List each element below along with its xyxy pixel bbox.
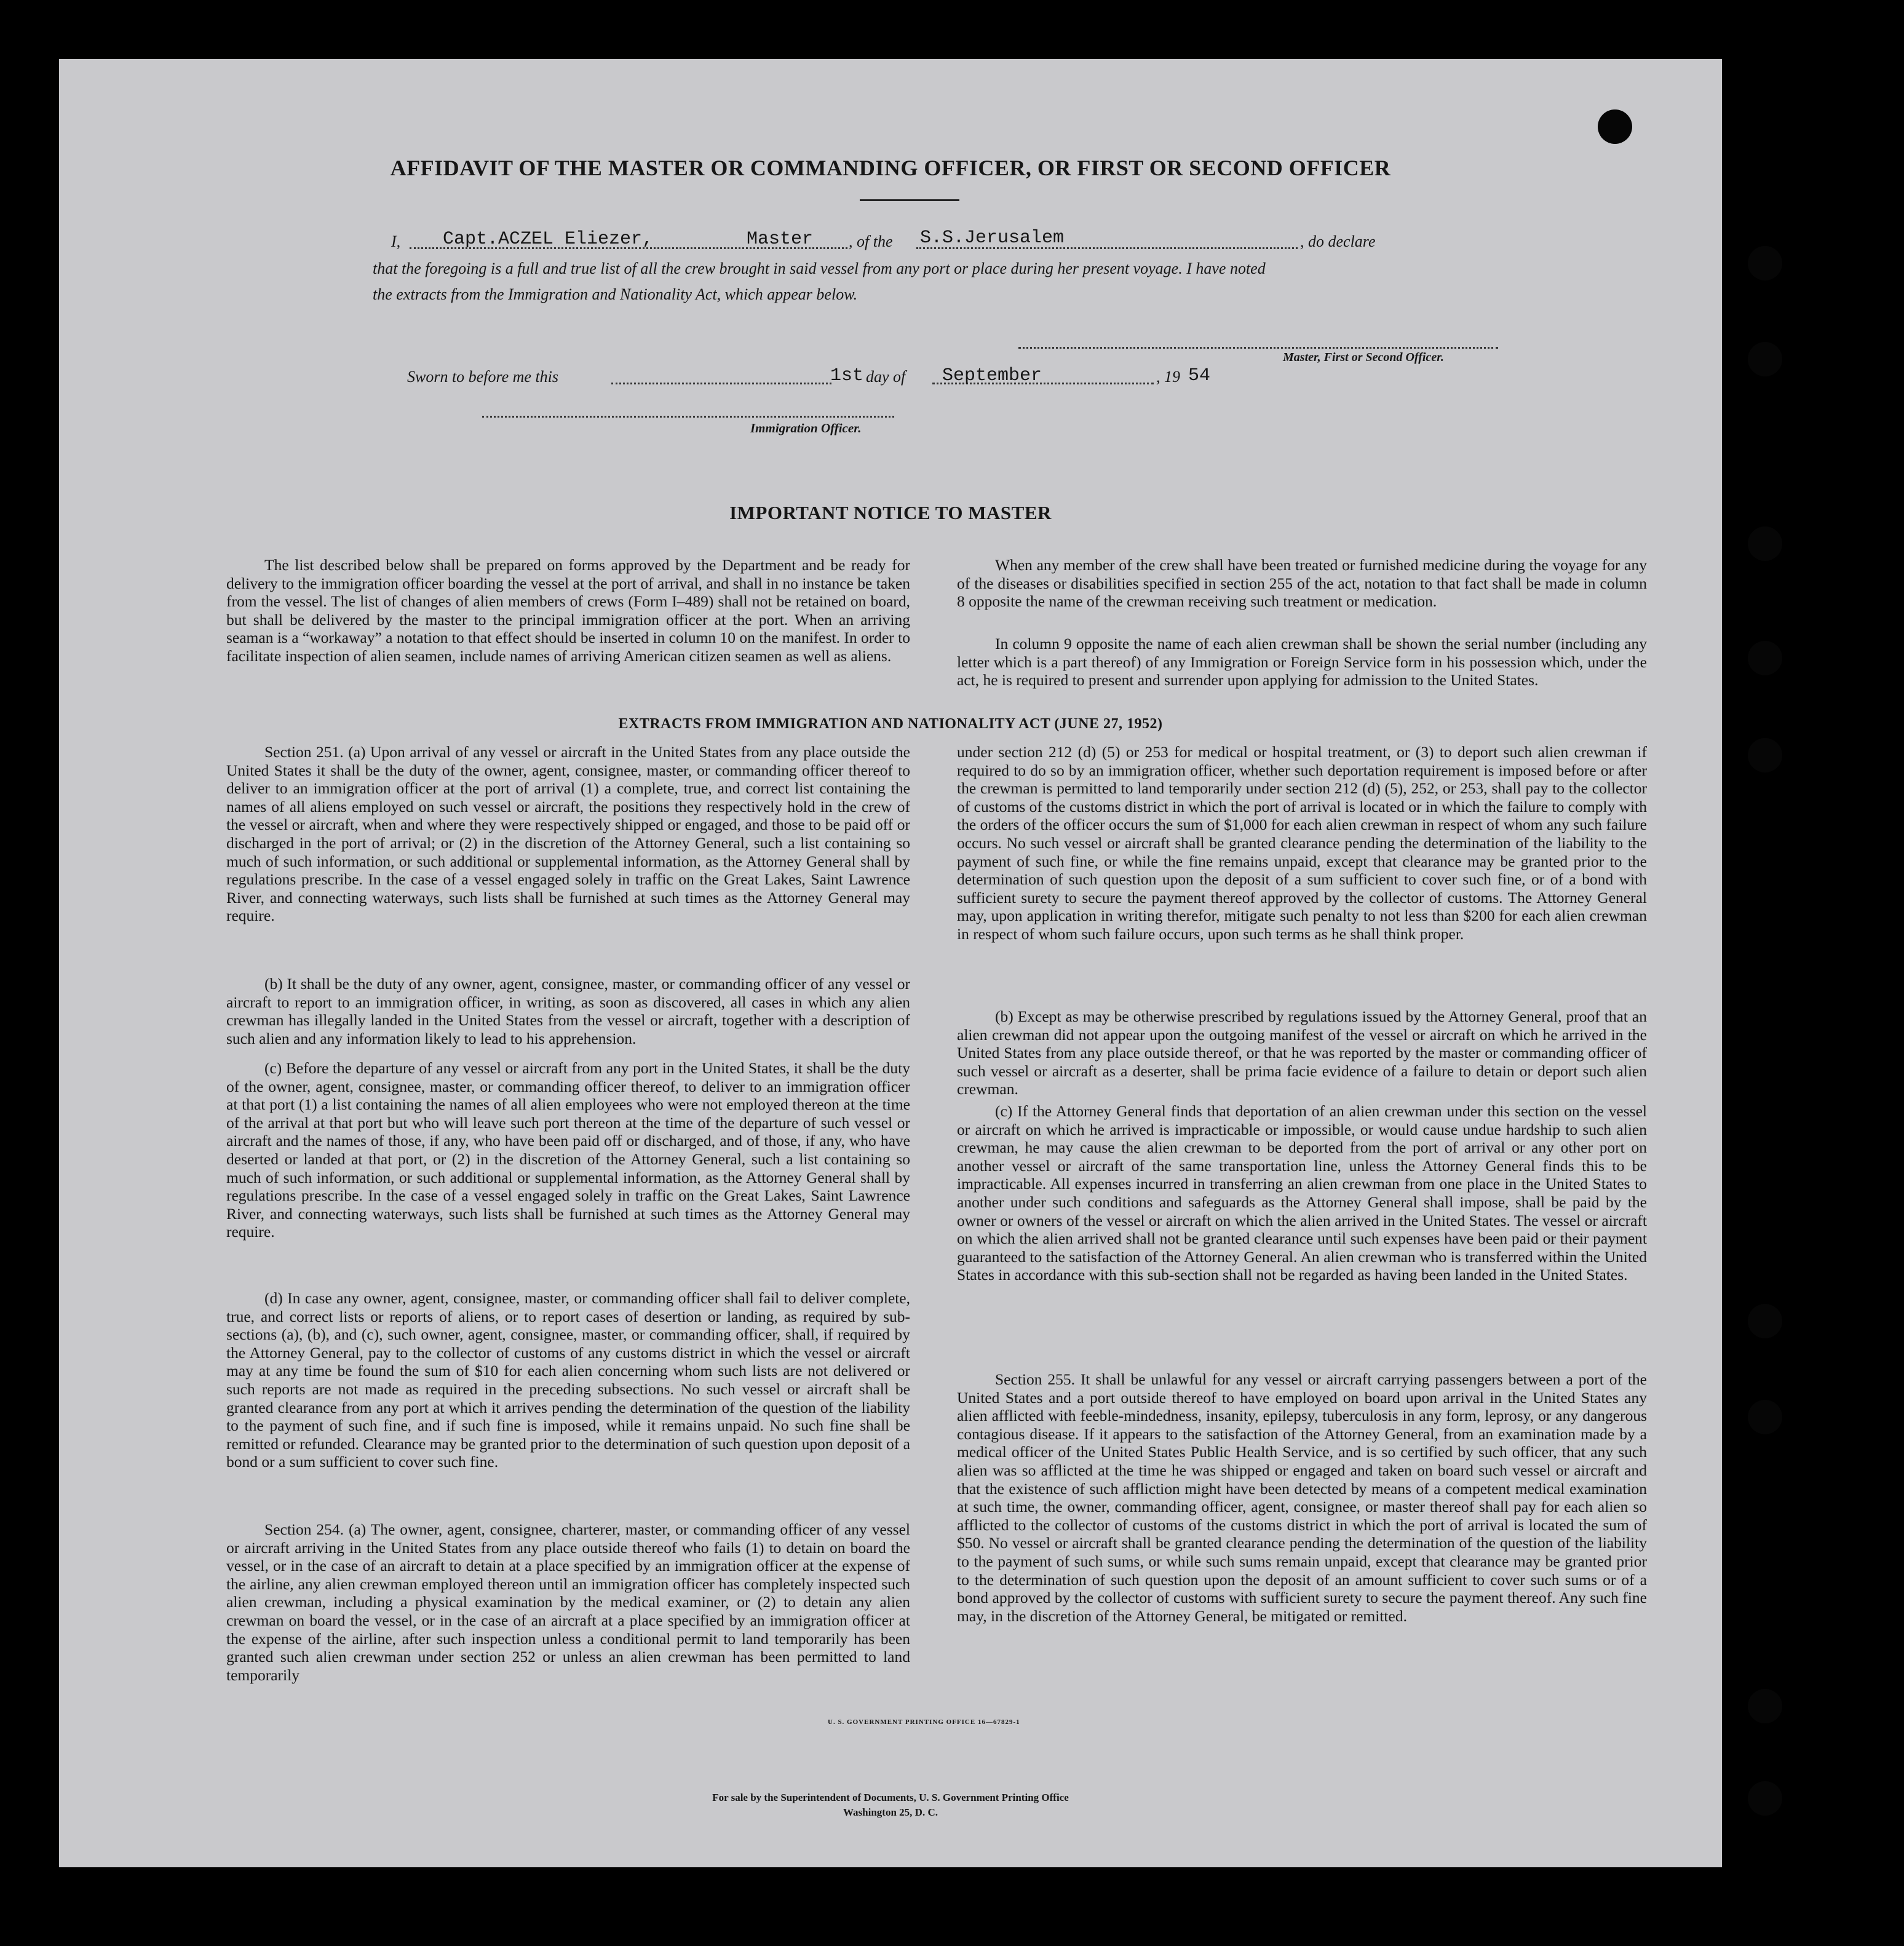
punch-hole-icon: [1598, 109, 1632, 144]
master-name-field: Capt.ACZEL Eliezer,: [443, 229, 654, 250]
do-declare-label: , do declare: [1300, 232, 1376, 250]
notice-right-paragraph-1: When any member of the crew shall have been treated or furnished medicine during the voyage for any of the diseases or disabilities specified in section 255 of the act, notation to that fact shall be made in column 8 opposite the name of the crewman receiving such treatment or medication.: [957, 556, 1647, 611]
punch-hole-icon: [1748, 1689, 1782, 1723]
sworn-year-field: 54: [1188, 365, 1211, 386]
notice-heading: IMPORTANT NOTICE TO MASTER: [729, 502, 1052, 523]
extracts-heading: EXTRACTS FROM IMMIGRATION AND NATIONALITY ACT (JUNE 27, 1952): [618, 716, 1163, 732]
day-of-label: day of: [866, 368, 906, 386]
sworn-label: Sworn to before me this: [407, 368, 559, 386]
section-254-c: (c) If the Attorney General finds that deportation of an alien crewman under this section on the vessel or aircraft on which he arrived is impracticable or impossible, or would cause undue hardship to such alien crewman, he may cause the alien crewman to be deported from the port of arrival or any other port on another vessel or aircraft of the same transportation line, unless the Attorney General finds this to be impracticable. All expenses incurred in transferring an alien crewman from one place in the United States to another under such conditions and safeguards as the Attorney General shall impose, shall be paid by the owner or owners of the vessel or aircraft on which the alien arrived in the United States. The vessel or aircraft on which the alien arrived shall not be granted clearance until such expenses have been paid or their payment guaranteed to the satisfaction of the Attorney General. An alien crewman who is transferred within the United States in accordance with this sub-section shall not be regarded as having been landed in the United States.: [957, 1102, 1647, 1284]
footer-address-line: Washington 25, D. C.: [843, 1806, 938, 1818]
vessel-name-field: S.S.Jerusalem: [920, 228, 1065, 248]
punch-hole-icon: [1748, 1304, 1782, 1338]
section-254-a-continued: under section 212 (d) (5) or 253 for medical or hospital treatment, or (3) to deport such alien crewman if required to do so by an immigration officer, whether such deportation requirement is imposed before or after the crewman is permitted to land temporarily under section 212 (d) (5), 252, or 253, shall pay to the collector of customs of the customs district in which the port of arrival is located or in which the failure to comply with the orders of the officer occurs the sum of $1,000 for each alien crewman in respect of whom any such failure occurs. No such vessel or aircraft shall be granted clearance pending the determination of the liability to the payment of such fine, or while the fine remains unpaid, except that clearance may be granted prior to the determination of such question upon the deposit of a sum sufficient to cover such fine, or of a bond with sufficient surety to secure the payment thereof approved by the collector of customs. The Attorney General may, upon application in writing therefor, mitigate such penalty to not less than $200 for each alien crewman in respect of whom such failure occurs, upon such terms as he shall think proper.: [957, 743, 1647, 943]
sworn-month-field: September: [942, 365, 1042, 386]
i-label: I,: [391, 232, 401, 250]
punch-hole-icon: [1748, 641, 1782, 675]
title-divider: [860, 199, 959, 201]
notice-right-paragraph-2: In column 9 opposite the name of each alien crewman shall be shown the serial number (including any letter which is a part thereof) of any Immigration or Foreign Service form in his possession which, under the act, he is required to present and surrender upon applying for admission to the United States.: [957, 635, 1647, 689]
sworn-day-field: 1st: [830, 365, 864, 386]
punch-hole-icon: [1748, 246, 1782, 280]
punch-hole-icon: [1748, 1781, 1782, 1816]
section-254-b: (b) Except as may be otherwise prescribed by regulations issued by the Attorney General, proof that an alien crewman did not appear upon the outgoing manifest of the vessel or aircraft on which he arrived in the United States from any place outside thereof, or that he was reported by the master or commanding officer of such vessel or aircraft as a deserter, shall be prima facie evidence of a failure to detain or deport such alien crewman.: [957, 1007, 1647, 1098]
master-signature-line: [1018, 347, 1498, 349]
officer-signature-caption: Immigration Officer.: [750, 421, 862, 435]
section-255: Section 255. It shall be unlawful for any vessel or aircraft carrying passengers between a port of the United States and a port outside thereof to have employed on board upon arrival in the United States any alien afflicted with feeble-mindedness, insanity, epilepsy, tuberculosis in any form, leprosy, or any dangerous contagious disease. If it appears to the satisfaction of the Attorney General, from an examination made by a medical officer of the United States Public Health Service, and is so certified by such officer, that any such alien was so afflicted at the time he was shipped or engaged and taken on board such vessel or aircraft and that the existence of such affliction might have been detected by means of a competent medical examination at such time, the owner, commanding officer, agent, consignee, or master thereof shall pay for each alien so afflicted to the collector of customs of the customs district in which the port of arrival is located the sum of $50. No vessel or aircraft shall be granted clearance pending the determination of the question of the liability to the payment of such sums, or while such sums remain unpaid, except that clearance may be granted prior to the determination of such question upon the deposit of an amount sufficient to cover such sums or of a bond approved by the collector of customs with sufficient surety to secure the payment thereof. Any such fine may, in the discretion of the Attorney General, be mitigated or remitted.: [957, 1370, 1647, 1625]
rank-field: Master: [747, 229, 814, 250]
form-page: [59, 59, 1722, 1867]
punch-hole-icon: [1748, 738, 1782, 772]
punch-hole-icon: [1748, 342, 1782, 376]
year-prefix-label: , 19: [1156, 368, 1180, 386]
punch-hole-icon: [1748, 526, 1782, 561]
footer-sale-line: For sale by the Superintendent of Documents, U. S. Government Printing Office: [712, 1792, 1069, 1803]
affidavit-line-2: that the foregoing is a full and true list of all the crew brought in said vessel from any port or place during her present voyage. I have noted: [373, 260, 1266, 277]
officer-signature-line: [482, 416, 894, 418]
master-signature-caption: Master, First or Second Officer.: [1283, 351, 1444, 364]
punch-hole-icon: [1748, 1400, 1782, 1434]
of-the-label: , of the: [849, 232, 893, 250]
section-251-d: (d) In case any owner, agent, consignee, master, or commanding officer shall fail to deliver complete, true, and correct lists or reports of aliens, or to report cases of desertion or landing, as required by sub-sections (a), (b), and (c), such owner, agent, consignee, master, or commanding officer, shall, if required by the Attorney General, pay to the collector of customs of any customs district in which the vessel or aircraft may at any time be found the sum of $10 for each alien concerning whom such lists are not delivered or such reports are not made as required in the preceding subsections. No such vessel or aircraft shall be granted clearance from any port at which it arrives pending the determination of the question of the liability to the payment of such fine, and if such fine is imposed, while it remains unpaid. No such fine shall be remitted or refunded. Clearance may be granted prior to the determination of such question upon deposit of a bond or a sum sufficient to cover such fine.: [226, 1289, 910, 1471]
section-251-b: (b) It shall be the duty of any owner, agent, consignee, master, or commanding officer of any vessel or aircraft to report to an immigration officer, in writing, as soon as discovered, all cases in which any alien crewman has illegally landed in the United States from the vessel or aircraft, together with a description of such alien and any information likely to lead to his apprehension.: [226, 975, 910, 1047]
section-251-a: Section 251. (a) Upon arrival of any vessel or aircraft in the United States from any place outside the United States it shall be the duty of the owner, agent, consignee, master, or commanding officer thereof to deliver to an immigration officer at the port of arrival (1) a complete, true, and correct list containing the names of all aliens employed on such vessel or aircraft, the positions they respectively hold in the crew of the vessel or aircraft, when and where they were respectively shipped or engaged, and those to be paid off or discharged in the port of arrival; or (2) in the discretion of the Attorney General, such a list containing so much of such information, or such additional or supplemental information, as the Attorney General shall by regulations prescribe. In the case of a vessel engaged solely in traffic on the Great Lakes, Saint Lawrence River, and connecting waterways, such lists shall be furnished at such times as the Attorney General may require.: [226, 743, 910, 925]
day-field-line: [611, 383, 831, 384]
notice-left-paragraph: The list described below shall be prepared on forms approved by the Department and be ready for delivery to the immigration officer boarding the vessel at the port of arrival, and shall in no instance be taken from the vessel. The list of changes of alien members of crews (Form I–489) shall not be retained on board, but shall be delivered by the master to the principal immigration officer at the port. When an arriving seaman is a “workaway” a notation to that effect should be inserted in column 10 on the manifest. In order to facilitate inspection of alien seamen, include names of arriving American citizen seamen as well as aliens.: [226, 556, 910, 665]
section-254-a: Section 254. (a) The owner, agent, consignee, charterer, master, or commanding officer of any vessel or aircraft arriving in the United States from any place outside thereof who fails (1) to detain on board the vessel, or in the case of an aircraft to detain at a place specified by an immigration officer at the expense of the airline, any alien crewman employed thereon until an immigration officer has completely inspected such alien crewman, including a physical examination by the medical examiner, or (2) to detain any alien crewman on board the vessel, or in the case of an aircraft at a place specified by an immigration officer at the expense of the airline, after such inspection unless a conditional permit to land temporarily has been granted such alien crewman under section 252 or unless an alien crewman has been permitted to land temporarily: [226, 1520, 910, 1684]
printing-office-note: U. S. GOVERNMENT PRINTING OFFICE 16—67829-1: [828, 1718, 1020, 1726]
affidavit-line-3: the extracts from the Immigration and Nationality Act, which appear below.: [373, 285, 858, 303]
section-251-c: (c) Before the departure of any vessel or aircraft from any port in the United States, it shall be the duty of the owner, agent, consignee, master, or commanding officer thereof, to deliver to an immigration officer at that port (1) a list containing the names of all alien employees who were not employed thereon at the time of the arrival at that port but who will leave such port thereon at the time of the departure of such vessel or aircraft and the names of those, if any, who have been paid off or discharged, and of those, if any, who have deserted or landed at that port, or (2) in the discretion of the Attorney General, such a list containing so much of such information, or such additional or supplemental information, as the Attorney General shall by regulations prescribe. In the case of a vessel engaged solely in traffic on the Great Lakes, Saint Lawrence River, and connecting waterways, such lists shall be furnished at such times as the Attorney General may require.: [226, 1059, 910, 1241]
page-title: AFFIDAVIT OF THE MASTER OR COMMANDING OFFICER, OR FIRST OR SECOND OFFICER: [390, 156, 1391, 180]
